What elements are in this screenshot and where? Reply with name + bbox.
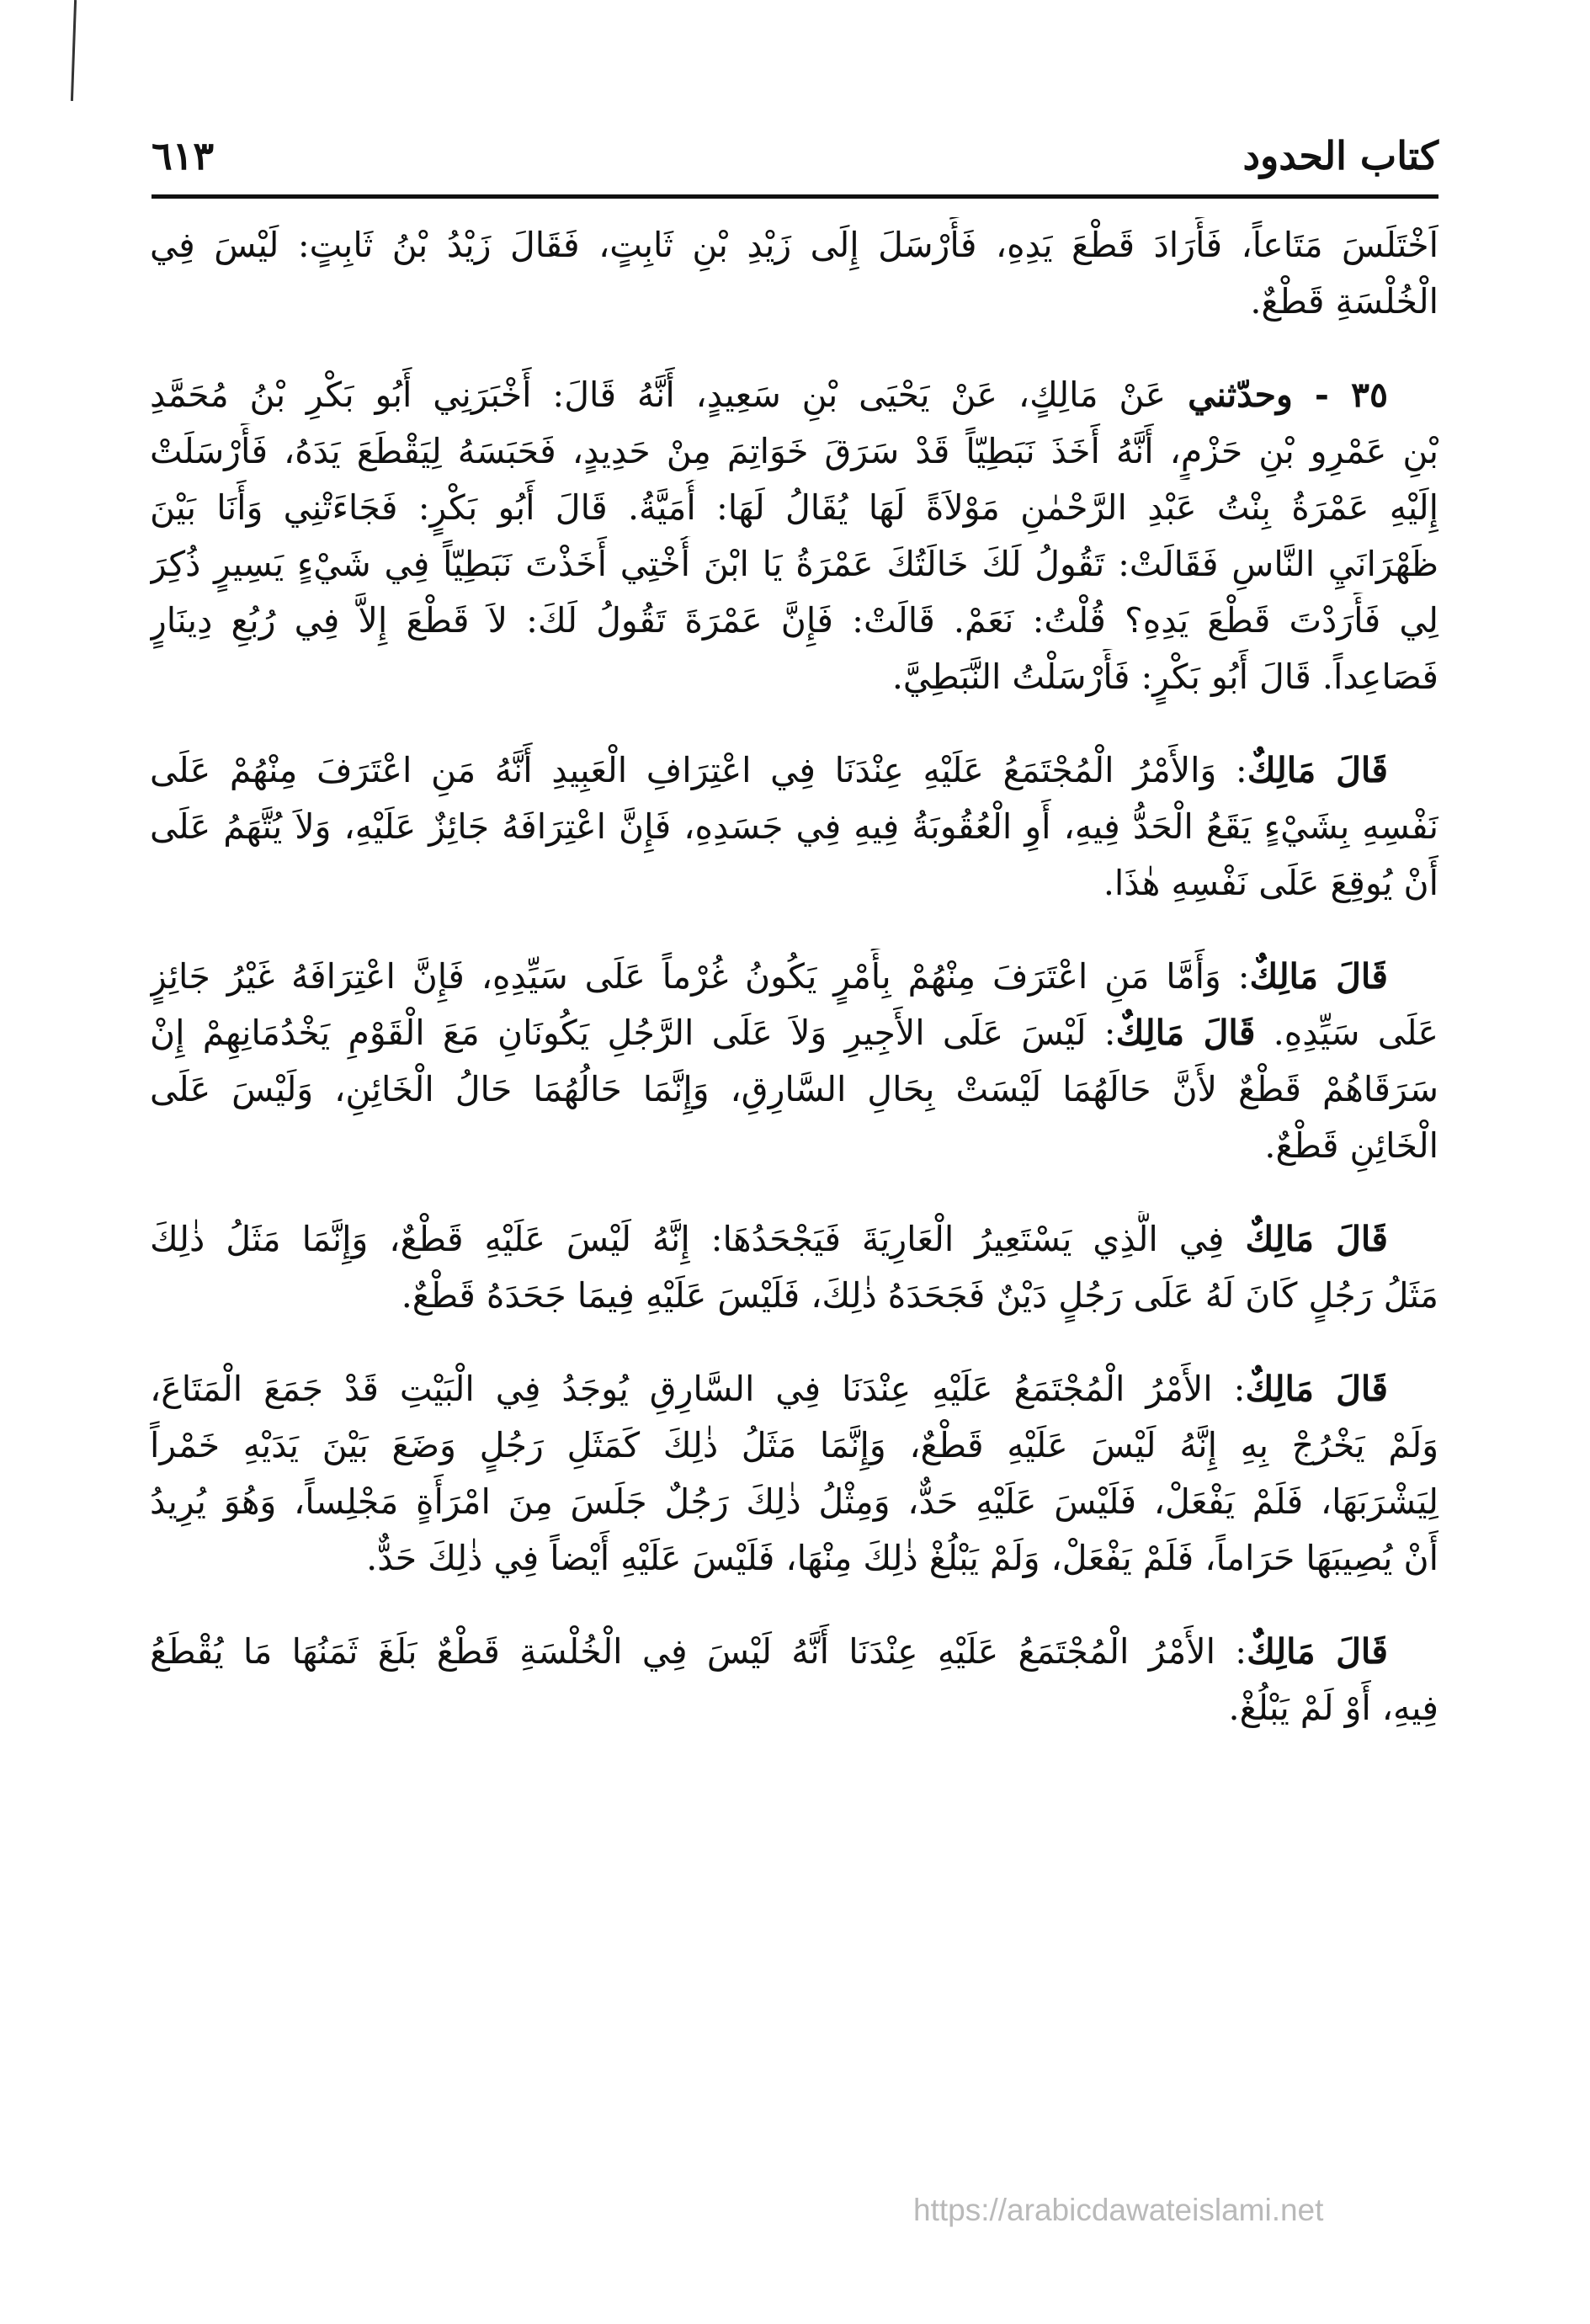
paragraph [150, 1624, 1438, 1736]
text-line [150, 1361, 1438, 1417]
header-rule [152, 194, 1438, 199]
text-line [150, 649, 1438, 705]
paragraph [150, 1211, 1438, 1324]
text-line [150, 799, 1438, 855]
paragraph [150, 367, 1438, 705]
text-segment: : الأَمْرُ الْمُجْتَمَعُ عَلَيْهِ عِنْدَنَا فِي السَّارِقِ يُوجَدُ فِي الْبَيْتِ قَدْ جَمَعَ الْمَتَاعَ، [150, 1369, 1246, 1409]
text-segment: الْخُلْسَةِ قَطْعٌ. [1250, 281, 1438, 322]
text-segment: أَنْ يُصِيبَهَا حَرَاماً، فَلَمْ يَفْعَلْ، وَلَمْ يَبْلُغْ ذٰلِكَ مِنْهَا، فَلَيْسَ عَلَيْهِ أَيْضاً فِي ذٰلِكَ حَدٌّ. [366, 1538, 1438, 1578]
text-segment: أَنْ يُوقِعَ عَلَى نَفْسِهِ هٰذَا. [1103, 863, 1438, 903]
text-line [150, 274, 1438, 330]
text-line [150, 480, 1438, 536]
text-line [150, 593, 1438, 649]
page-body [150, 217, 1438, 1774]
text-segment: الْخَائِنِ قَطْعٌ. [1264, 1125, 1438, 1166]
text-line [150, 1211, 1438, 1268]
text-line [150, 1624, 1438, 1680]
bold-lead: ٣٥ - وحدّثني [1166, 375, 1388, 415]
text-segment: إِلَيْهِ عَمْرَةُ بِنْتُ عَبْدِ الرَّحْمٰنِ مَوْلاَةً لَهَا يُقَالُ لَهَا: أُمَيَّةُ. قَالَ أَبُو بَكْرٍ: فَجَاءَتْنِي وَأَنَا بَيْنَ [150, 487, 1438, 528]
watermark: https://arabicdawateislami.net [913, 2193, 1324, 2227]
text-line [150, 1474, 1438, 1530]
text-segment: لِيَشْرَبَهَا، فَلَمْ يَفْعَلْ، فَلَيْسَ عَلَيْهِ حَدٌّ، وَمِثْلُ ذٰلِكَ رَجُلٌ جَلَسَ مِنَ امْرَأَةٍ مَجْلِساً، وَهُوَ يُرِيدُ [150, 1481, 1438, 1522]
text-line [150, 367, 1438, 423]
text-segment: عَنْ مَالِكٍ، عَنْ يَحْيَى بْنِ سَعِيدٍ، أَنَّهُ قَالَ: أَخْبَرَنِي أَبُو بَكْرِ بْنُ مُحَمَّدِ [150, 375, 1167, 415]
text-segment: وَلَمْ يَخْرُجْ بِهِ إِنَّهُ لَيْسَ عَلَيْهِ قَطْعٌ، وَإِنَّمَا مَثَلُ ذٰلِكَ كَمَثَلِ رَجُلٍ وَضَعَ بَيْنَ يَدَيْهِ خَمْراً [150, 1425, 1438, 1465]
text-line [150, 217, 1438, 274]
text-segment: : لَيْسَ عَلَى الأَجِيرِ وَلاَ عَلَى الرَّجُلِ يَكُونَانِ مَعَ الْقَوْمِ يَخْدُمَانِهِمْ إِنْ [150, 1013, 1116, 1053]
text-line [150, 949, 1438, 1005]
text-segment: : وَالأَمْرُ الْمُجْتَمَعُ عَلَيْهِ عِنْدَنَا فِي اعْتِرَافِ الْعَبِيدِ أَنَّهُ مَنِ اعْتَرَفَ مِنْهُمْ عَلَى [150, 750, 1247, 790]
bold-lead: قَالَ مَالِكٌ [1115, 1013, 1256, 1053]
text-line [150, 855, 1438, 912]
text-line [150, 1118, 1438, 1174]
paragraph [150, 1361, 1438, 1587]
text-line [150, 536, 1438, 593]
text-segment: عَلَى سَيِّدِهِ. [1255, 1013, 1438, 1053]
paragraph [150, 217, 1438, 330]
bold-lead: قَالَ مَالِكٌ [1247, 1631, 1388, 1672]
page-header [152, 126, 1438, 195]
scan-edge-mark [71, 0, 77, 101]
page-number: ٦١٣ [152, 133, 215, 178]
text-line [150, 1417, 1438, 1474]
text-line [150, 1530, 1438, 1587]
bold-lead: قَالَ مَالِكٌ [1245, 1219, 1388, 1259]
text-segment: مَثَلُ رَجُلٍ كَانَ لَهُ عَلَى رَجُلٍ دَيْنٌ فَجَحَدَهُ ذٰلِكَ، فَلَيْسَ عَلَيْهِ فِيمَا جَحَدَهُ قَطْعٌ. [401, 1275, 1438, 1316]
text-segment: بْنِ عَمْرِو بْنِ حَزْمٍ، أَنَّهُ أَخَذَ نَبَطِيّاً قَدْ سَرَقَ خَوَاتِمَ مِنْ حَدِيدٍ، فَحَبَسَهُ لِيَقْطَعَ يَدَهُ، فَأَرْسَلَتْ [150, 431, 1438, 471]
text-line [150, 1061, 1438, 1118]
bold-lead: قَالَ مَالِكٌ [1249, 956, 1388, 997]
paragraph [150, 742, 1438, 912]
bold-lead: قَالَ مَالِكٌ [1247, 750, 1388, 790]
text-line [150, 423, 1438, 480]
paragraph [150, 949, 1438, 1174]
text-line [150, 1680, 1438, 1736]
text-segment: ظَهْرَانَيِ النَّاسِ فَقَالَتْ: تَقُولُ لَكَ خَالَتُكَ عَمْرَةُ يَا ابْنَ أُخْتِي أَخَذْتَ نَبَطِيّاً فِي شَيْءٍ يَسِيرٍ ذُكِرَ [150, 544, 1438, 584]
text-line [150, 1268, 1438, 1324]
text-segment: فِي الَّذِي يَسْتَعِيرُ الْعَارِيَةَ فَيَجْحَدُهَا: إِنَّهُ لَيْسَ عَلَيْهِ قَطْعٌ، وَإِنَّمَا مَثَلُ ذٰلِكَ [150, 1219, 1246, 1259]
text-segment: : الأَمْرُ الْمُجْتَمَعُ عَلَيْهِ عِنْدَنَا أَنَّهُ لَيْسَ فِي الْخُلْسَةِ قَطْعٌ بَلَغَ ثَمَنُهَا مَا يُقْطَعُ [150, 1631, 1247, 1672]
text-segment: : وَأَمَّا مَنِ اعْتَرَفَ مِنْهُمْ بِأَمْرٍ يَكُونُ غُرْماً عَلَى سَيِّدِهِ، فَإِنَّ اعْتِرَافَهُ غَيْرُ جَائِزٍ [150, 956, 1250, 997]
text-segment: اَخْتَلَسَ مَتَاعاً، فَأَرَادَ قَطْعَ يَدِهِ، فَأَرْسَلَ إِلَى زَيْدِ بْنِ ثَابِتٍ، فَقَالَ زَيْدُ بْنُ ثَابِتٍ: لَيْسَ فِي [150, 225, 1438, 265]
text-segment: لِي فَأَرَدْتَ قَطْعَ يَدِهِ؟ قُلْتُ: نَعَمْ. قَالَتْ: فَإِنَّ عَمْرَةَ تَقُولُ لَكَ: لاَ قَطْعَ إِلاَّ فِي رُبُعِ دِينَارٍ [150, 600, 1438, 641]
text-line [150, 742, 1438, 799]
text-line [150, 1005, 1438, 1061]
bold-lead: قَالَ مَالِكٌ [1245, 1369, 1388, 1409]
text-segment: فَصَاعِداً. قَالَ أَبُو بَكْرٍ: فَأَرْسَلْتُ النَّبَطِيَّ. [891, 657, 1438, 697]
text-segment: سَرَقَاهُمْ قَطْعٌ لأَنَّ حَالَهُمَا لَيْسَتْ بِحَالِ السَّارِقِ، وَإِنَّمَا حَالُهُمَا حَالُ الْخَائِنِ، وَلَيْسَ عَلَى [150, 1069, 1438, 1109]
text-segment: فِيهِ، أَوْ لَمْ يَبْلُغْ. [1228, 1688, 1438, 1728]
chapter-title: كتاب الحدود [1242, 133, 1438, 178]
text-segment: نَفْسِهِ بِشَيْءٍ يَقَعُ الْحَدُّ فِيهِ، أَوِ الْعُقُوبَةُ فِيهِ فِي جَسَدِهِ، فَإِنَّ اعْتِرَافَهُ جَائِزٌ عَلَيْهِ، وَلاَ يُتَّهَمُ عَلَى [150, 806, 1438, 847]
